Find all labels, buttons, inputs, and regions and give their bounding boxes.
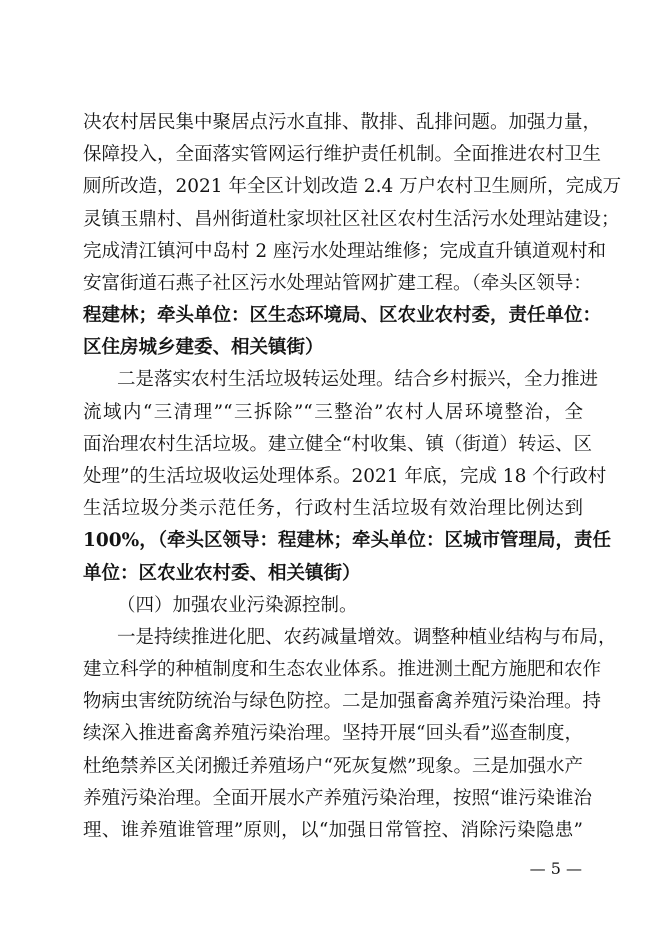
paragraph-line: 完成清江镇河中岛村 2 座污水处理站维修；完成直升镇道观村和 [83,241,607,262]
paragraph-line: 理、谁养殖谁管理”原则，以“加强日常管控、消除污染隐患” [83,820,583,841]
paragraph-line: 养殖污染治理。全面开展水产养殖污染治理，按照“谁污染谁治 [83,788,592,809]
paragraph-line: 厕所改造，2021 年全区计划改造 2.4 万户农村卫生厕所，完成万 [83,176,622,197]
paragraph-line: 生活垃圾分类示范任务，行政村生活垃圾有效治理比例达到 [83,498,583,519]
paragraph-line: 面治理农村生活垃圾。建立健全“村收集、镇（街道）转运、区 [83,434,592,455]
paragraph-line: 保障投入，全面落实管网运行维护责任机制。全面推进农村卫生 [83,144,602,165]
paragraph-line: 单位：区农业农村委、相关镇街） [83,563,361,584]
paragraph-line: 安富街道石燕子社区污水处理站管网扩建工程。（牵头区领导： [83,273,592,294]
paragraph-line: 续深入推进畜禽养殖污染治理。坚持开展“回头看”巡查制度， [83,723,583,744]
paragraph-line: 100%，（牵头区领导：程建林；牵头单位：区城市管理局，责任 [83,530,611,551]
paragraph-line: 二是落实农村生活垃圾转运处理。结合乡村振兴，全力推进 [117,369,599,390]
paragraph-line: 区住房城乡建委、相关镇街） [83,337,324,358]
paragraph-line: 决农村居民集中聚居点污水直排、散排、乱排问题。加强力量， [83,112,602,133]
paragraph-line: 一是持续推进化肥、农药减量增效。调整种植业结构与布局， [117,627,617,648]
paragraph-line: 流域内“三清理”“三拆除”“三整治”农村人居环境整治，全 [83,402,583,423]
paragraph-line: 建立科学的种植制度和生态农业体系。推进测土配方施肥和农作 [83,659,602,680]
paragraph-line: 杜绝禁养区关闭搬迁养殖场户“死灰复燃”现象。三是加强水产 [83,756,583,777]
section-heading: （四）加强农业污染源控制。 [117,595,358,616]
paragraph-line: 处理”的生活垃圾收运处理体系。2021 年底，完成 18 个行政村 [83,466,607,487]
paragraph-line: 物病虫害统防统治与绿色防控。二是加强畜禽养殖污染治理。持 [83,691,602,712]
page-number: — 5 — [529,859,582,878]
paragraph-line: 程建林；牵头单位：区生态环境局、区农业农村委，责任单位： [83,305,602,326]
paragraph-line: 灵镇玉鼎村、昌州街道杜家坝社区社区农村生活污水处理站建设； [83,209,620,230]
